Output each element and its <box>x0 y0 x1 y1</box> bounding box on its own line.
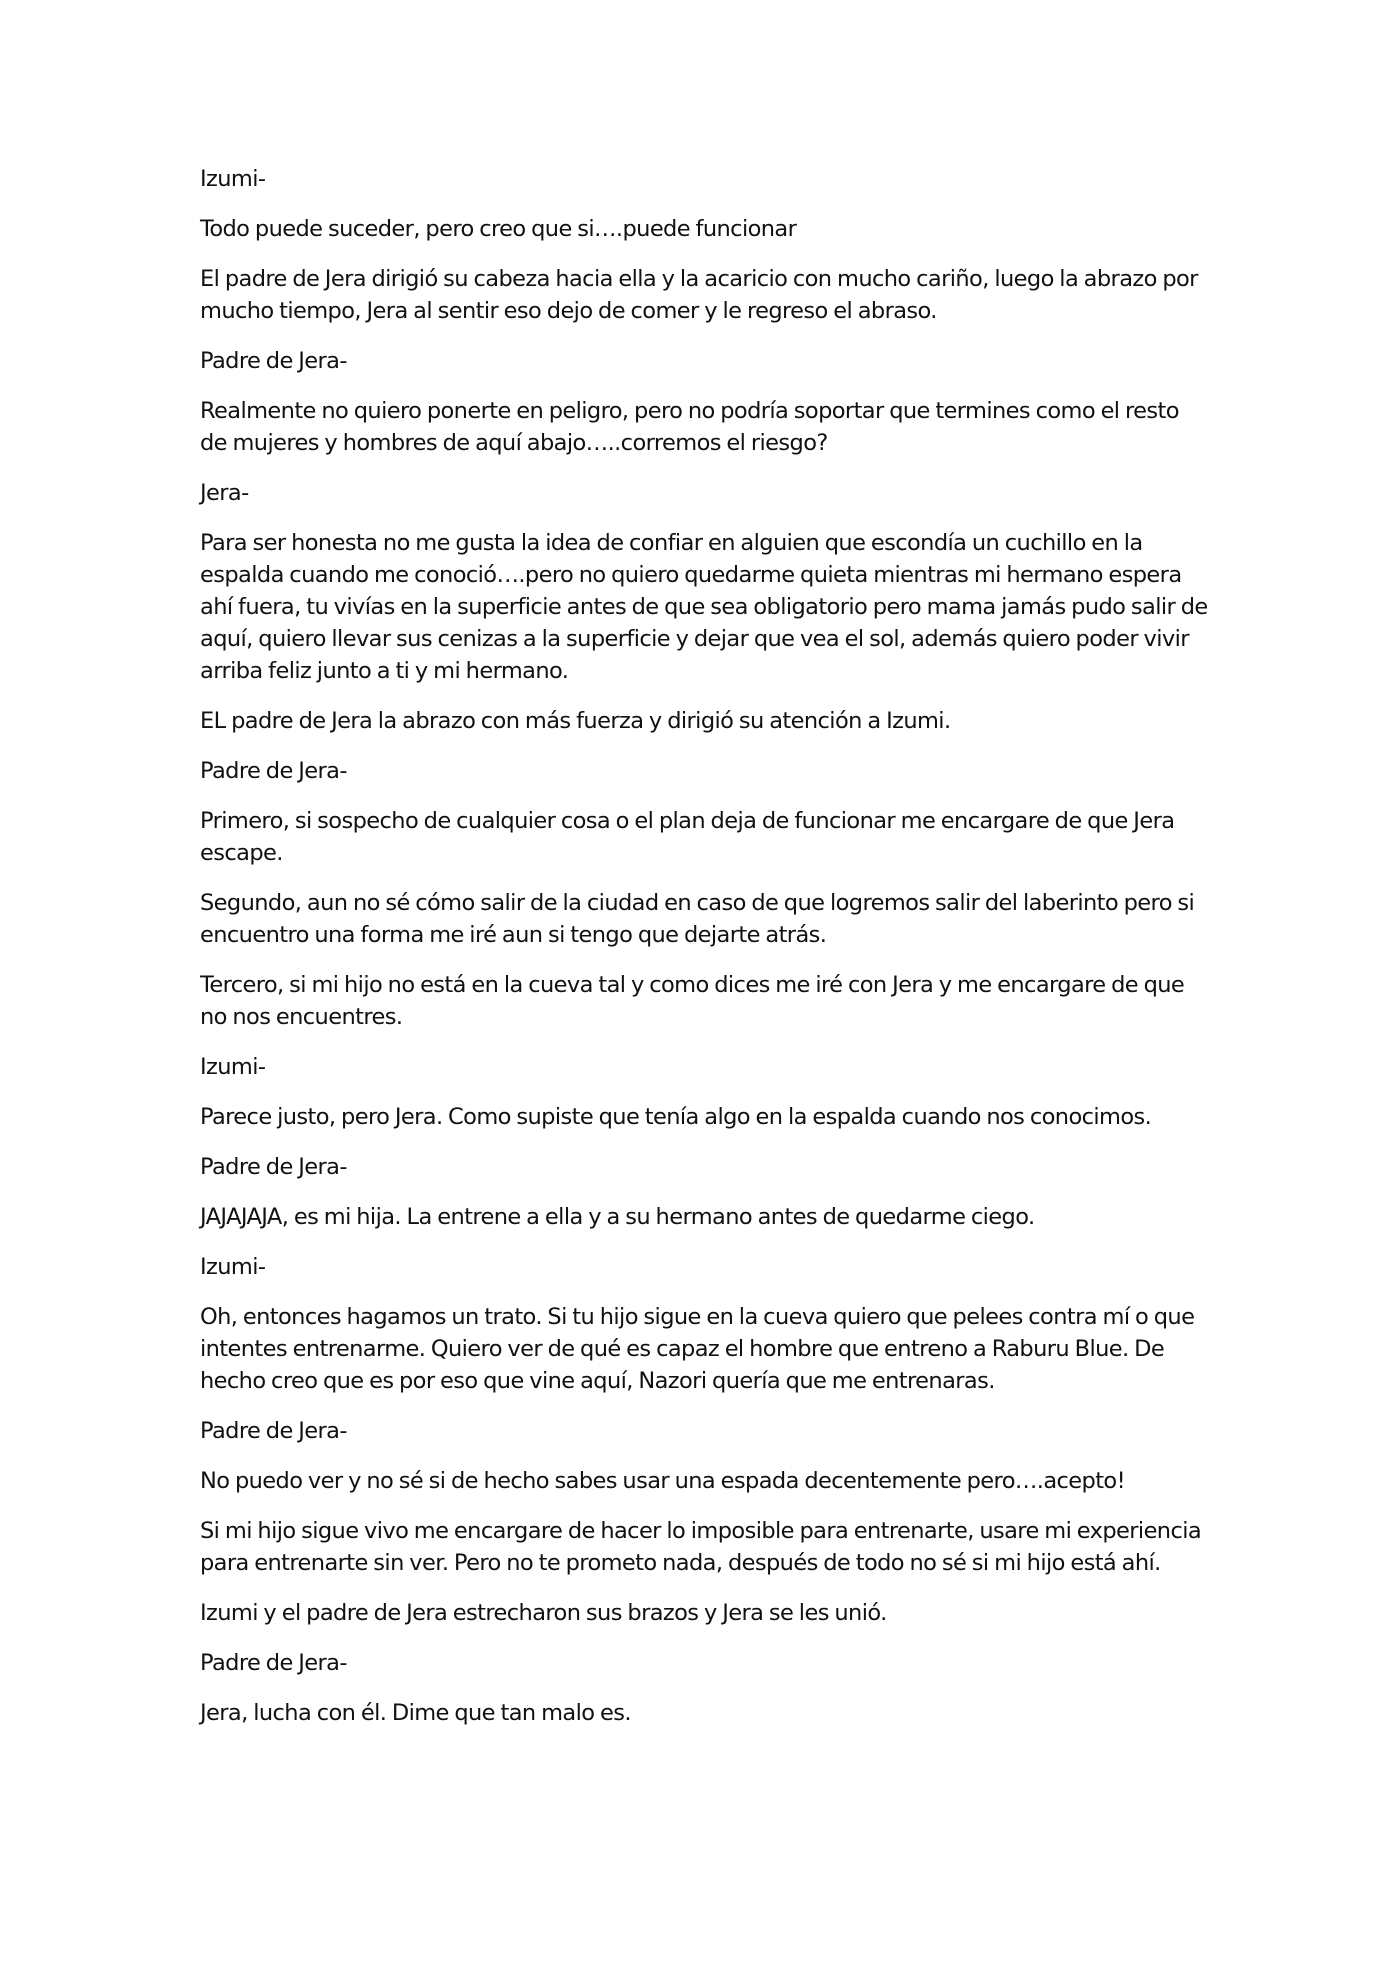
paragraph: Izumi y el padre de Jera estrecharon sus brazos y Jera se les unió. <box>200 1600 887 1626</box>
paragraph: Segundo, aun no sé cómo salir de la ciudad en caso de que logremos salir del laberinto pero si encuentro una forma me iré aun si tengo que dejarte atrás. <box>200 890 1195 948</box>
paragraph: Jera, lucha con él. Dime que tan malo es. <box>200 1700 631 1726</box>
speaker-label: Padre de Jera- <box>200 758 347 784</box>
paragraph: Si mi hijo sigue vivo me encargare de hacer lo imposible para entrenarte, usare mi experiencia para entrenarte sin ver. Pero no te prometo nada, después de todo no sé si mi hijo está ahí. <box>200 1518 1202 1576</box>
speaker-label: Padre de Jera- <box>200 1418 347 1444</box>
paragraph: Oh, entonces hagamos un trato. Si tu hijo sigue en la cueva quiero que pelees contra mí o que intentes entrenarme. Quiero ver de qué es capaz el hombre que entreno a Raburu Blue. De hecho creo que es por eso que vine aquí, Nazori quería que me entrenaras. <box>200 1304 1195 1394</box>
speaker-label: Jera- <box>200 480 249 506</box>
paragraph: Todo puede suceder, pero creo que si….puede funcionar <box>200 216 797 242</box>
speaker-label: Izumi- <box>200 1254 266 1280</box>
speaker-label: Padre de Jera- <box>200 1154 347 1180</box>
paragraph: JAJAJAJA, es mi hija. La entrene a ella y a su hermano antes de quedarme ciego. <box>200 1204 1035 1230</box>
speaker-label: Izumi- <box>200 166 266 192</box>
paragraph: Primero, si sospecho de cualquier cosa o el plan deja de funcionar me encargare de que Jera escape. <box>200 808 1175 866</box>
paragraph: No puedo ver y no sé si de hecho sabes usar una espada decentemente pero….acepto! <box>200 1468 1126 1494</box>
paragraph: El padre de Jera dirigió su cabeza hacia ella y la acaricio con mucho cariño, luego la abrazo por mucho tiempo, Jera al sentir eso dejo de comer y le regreso el abraso. <box>200 266 1198 324</box>
speaker-label: Padre de Jera- <box>200 348 347 374</box>
paragraph: Parece justo, pero Jera. Como supiste que tenía algo en la espalda cuando nos conocimos. <box>200 1104 1152 1130</box>
speaker-label: Padre de Jera- <box>200 1650 347 1676</box>
paragraph: Realmente no quiero ponerte en peligro, pero no podría soportar que termines como el resto de mujeres y hombres de aquí abajo…..corremos el riesgo? <box>200 398 1179 456</box>
speaker-label: Izumi- <box>200 1054 266 1080</box>
document-page <box>200 163 1210 1747</box>
paragraph: Tercero, si mi hijo no está en la cueva tal y como dices me iré con Jera y me encargare de que no nos encuentres. <box>200 972 1185 1030</box>
paragraph: Para ser honesta no me gusta la idea de confiar en alguien que escondía un cuchillo en la espalda cuando me conoció….pero no quiero quedarme quieta mientras mi hermano espera ahí fuera, tu vivías en la superficie antes de que sea obligatorio pero mama jamás pudo salir de aquí, quiero llevar sus cenizas a la superficie y dejar que vea el sol, además quiero poder vivir arriba feliz junto a ti y mi hermano. <box>200 530 1208 684</box>
paragraph: EL padre de Jera la abrazo con más fuerza y dirigió su atención a Izumi. <box>200 708 951 734</box>
